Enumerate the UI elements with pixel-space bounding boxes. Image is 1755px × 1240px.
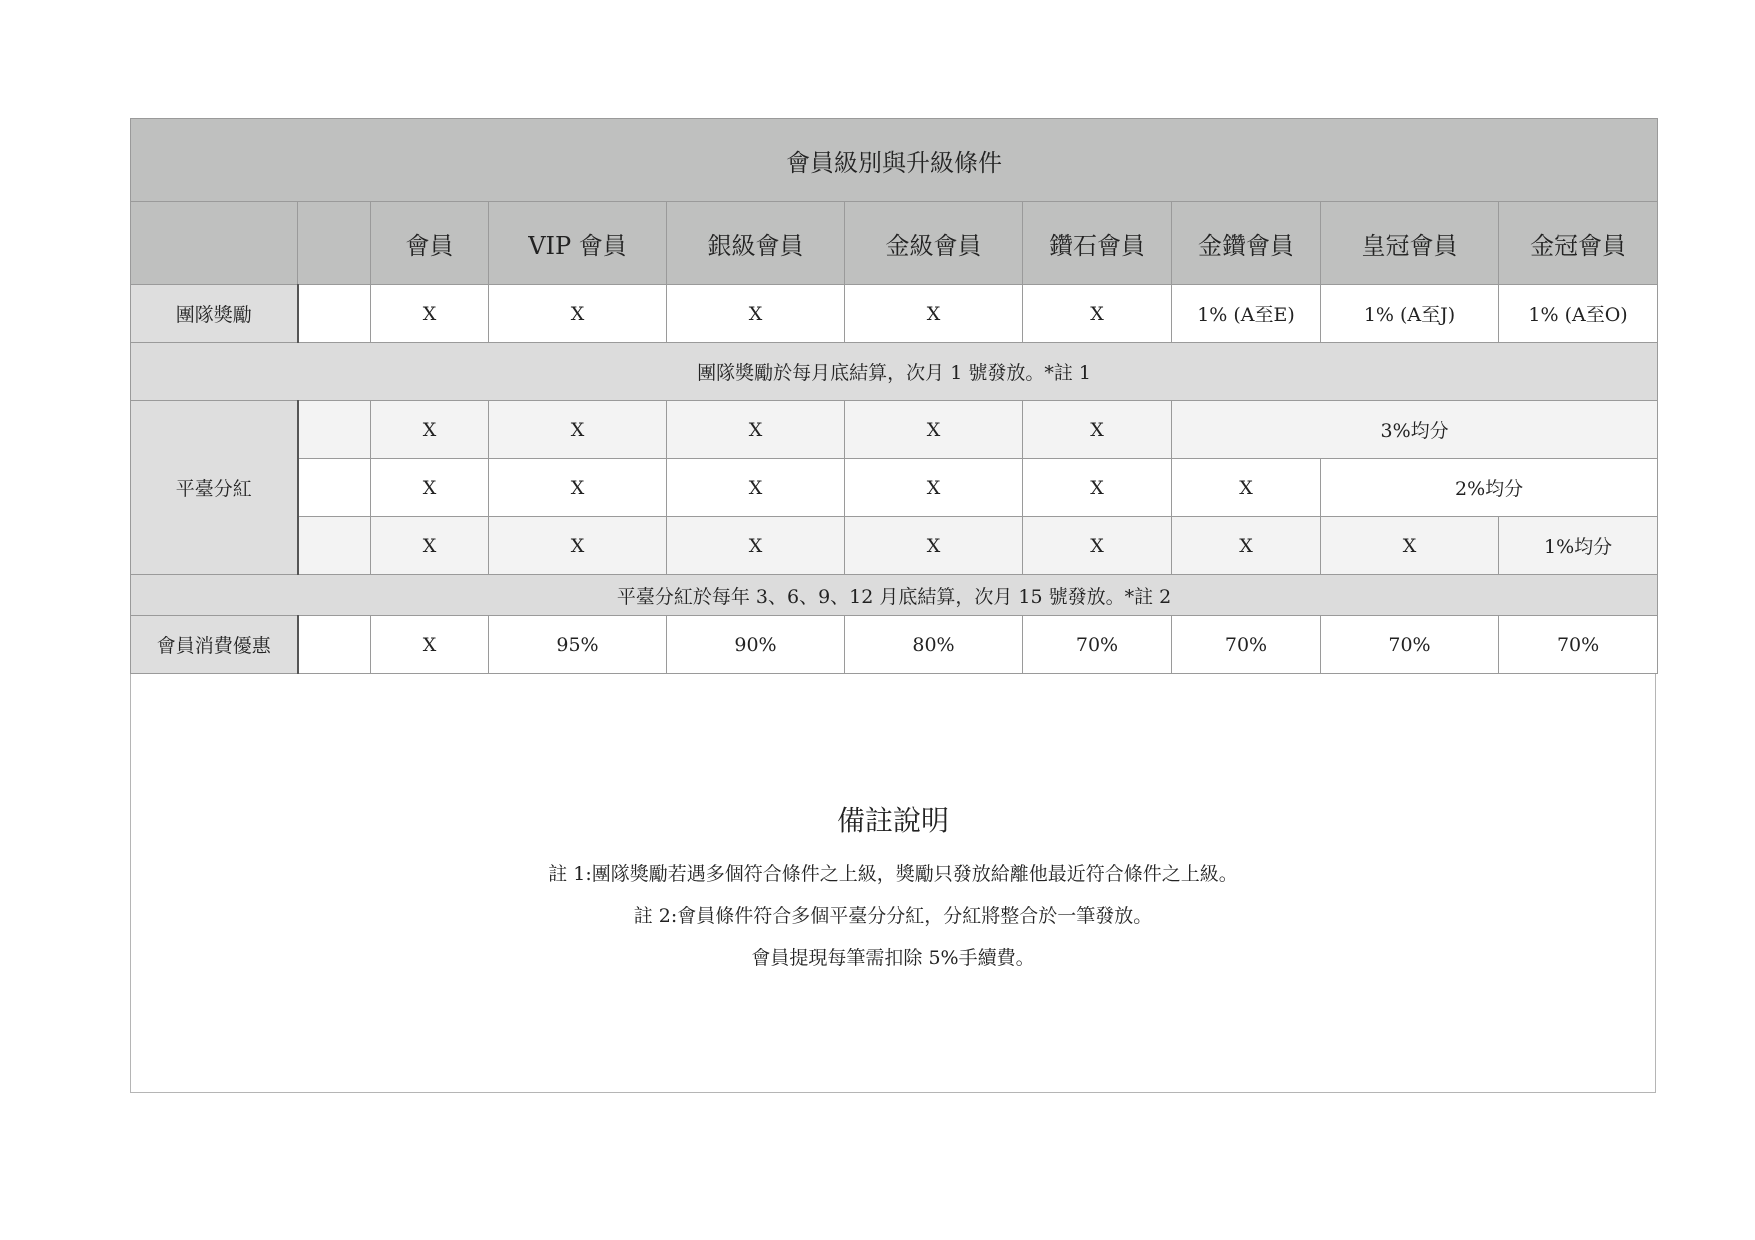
column-header: 金級會員: [845, 202, 1023, 285]
table-cell: 80%: [845, 616, 1023, 674]
member-discount-row: [131, 616, 1658, 674]
dividend-row-3: [131, 517, 1658, 575]
remarks-title: 備註說明: [836, 804, 949, 837]
table-cell: X: [1321, 517, 1499, 575]
remark-line: 註 2:會員條件符合多個平臺分分紅，分紅將整合於一筆發放。: [633, 905, 1153, 927]
table-cell: [298, 401, 371, 459]
table-cell: X: [489, 401, 667, 459]
table-cell: 90%: [667, 616, 845, 674]
table-cell: 95%: [489, 616, 667, 674]
table-cell: [298, 616, 371, 674]
table-cell: [298, 459, 371, 517]
dividend-note: 平臺分紅於每年 3、6、9、12 月底結算，次月 15 號發放。*註 2: [131, 575, 1658, 616]
table-cell: 1% (A至E): [1172, 285, 1321, 343]
column-header: [298, 202, 371, 285]
table-title-row: [131, 119, 1658, 202]
merged-cell: 2%均分: [1321, 459, 1658, 517]
table-cell: X: [1023, 401, 1172, 459]
table-cell: X: [845, 517, 1023, 575]
column-header: 金冠會員: [1499, 202, 1658, 285]
table-cell: X: [1023, 517, 1172, 575]
table-cell: X: [667, 401, 845, 459]
table-cell: 70%: [1321, 616, 1499, 674]
table-cell: 1% (A至J): [1321, 285, 1499, 343]
table-cell: 70%: [1499, 616, 1658, 674]
row-label: 平臺分紅: [131, 401, 298, 575]
table-cell: [298, 517, 371, 575]
table-cell: 70%: [1172, 616, 1321, 674]
remark-line: 註 1:團隊獎勵若遇多個符合條件之上級，獎勵只發放給離他最近符合條件之上級。: [548, 863, 1238, 885]
table-cell: X: [1023, 285, 1172, 343]
dividend-note-row: [131, 575, 1658, 616]
table-cell: 1% (A至O): [1499, 285, 1658, 343]
table-cell: 1%均分: [1499, 517, 1658, 575]
table-cell: X: [667, 517, 845, 575]
table-cell: X: [371, 285, 489, 343]
column-header: [131, 202, 298, 285]
table-cell: X: [371, 517, 489, 575]
column-header: 銀級會員: [667, 202, 845, 285]
row-label: 團隊獎勵: [131, 285, 298, 343]
column-header: VIP 會員: [489, 202, 667, 285]
table-cell: X: [1172, 517, 1321, 575]
team-bonus-row: [131, 285, 1658, 343]
table-cell: 70%: [1023, 616, 1172, 674]
dividend-row-1: [131, 401, 1658, 459]
table-cell: X: [667, 459, 845, 517]
merged-cell: 3%均分: [1172, 401, 1658, 459]
column-header: 金鑽會員: [1172, 202, 1321, 285]
team-bonus-note: 團隊獎勵於每月底結算，次月 1 號發放。*註 1: [131, 343, 1658, 401]
column-header: 皇冠會員: [1321, 202, 1499, 285]
table-cell: X: [489, 459, 667, 517]
table-cell: [298, 285, 371, 343]
table-cell: X: [1172, 459, 1321, 517]
table-cell: X: [845, 401, 1023, 459]
team-bonus-note-row: [131, 343, 1658, 401]
table-cell: X: [1023, 459, 1172, 517]
remarks-section: [131, 799, 1655, 979]
table-title: 會員級別與升級條件: [131, 119, 1658, 202]
document-page: [130, 118, 1656, 1093]
table-cell: X: [667, 285, 845, 343]
table-cell: X: [489, 285, 667, 343]
membership-table: [130, 118, 1658, 674]
column-header: 鑽石會員: [1023, 202, 1172, 285]
row-label: 會員消費優惠: [131, 616, 298, 674]
table-cell: X: [845, 285, 1023, 343]
remark-line: 會員提現每筆需扣除 5%手續費。: [751, 947, 1035, 969]
column-header-row: [131, 202, 1658, 285]
dividend-row-2: [131, 459, 1658, 517]
table-cell: X: [371, 459, 489, 517]
table-cell: X: [845, 459, 1023, 517]
table-cell: X: [371, 616, 489, 674]
table-cell: X: [489, 517, 667, 575]
table-cell: X: [371, 401, 489, 459]
column-header: 會員: [371, 202, 489, 285]
